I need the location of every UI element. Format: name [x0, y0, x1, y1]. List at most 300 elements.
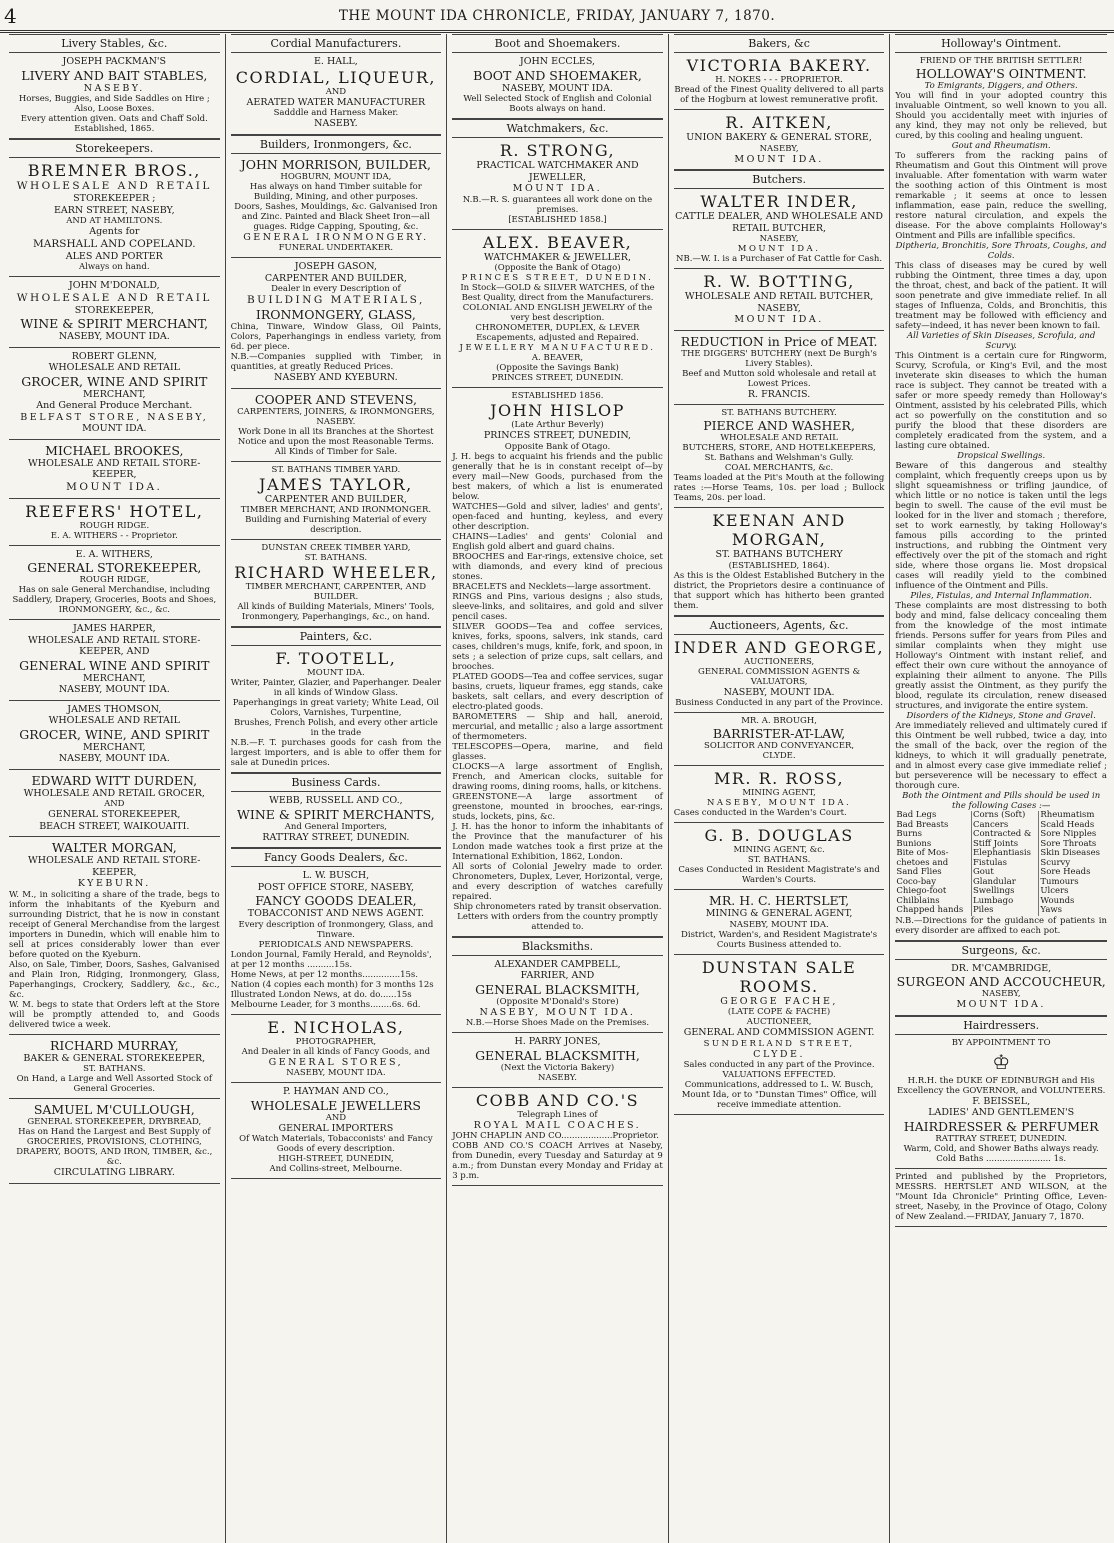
- ad-line: WHOLESALE JEWELLERS: [250, 1097, 421, 1113]
- ad-thomson: [9, 701, 220, 770]
- ad-line: EDWARD WITT DURDEN,: [31, 772, 198, 788]
- ad-line: MOUNT IDA.: [512, 183, 603, 194]
- ad-line: FARRIER, AND: [520, 970, 595, 981]
- list-item: Scurvy: [1040, 857, 1071, 868]
- ad-line: Bread of the Finest Quality delivered to all parts of the Hogburn at lowest remunerative profit.: [674, 85, 884, 105]
- ad-line: ROUGH RIDGE,: [79, 575, 150, 585]
- ad-line: MOUNT IDA.: [66, 480, 163, 493]
- ad-line: PRINCES STREET, DUNEDIN.: [461, 273, 654, 283]
- ad-line: Paperhangings in great variety; White Lead, Oil Colors, Varnishes, Turpentine,: [232, 698, 440, 718]
- ad-line: WHOLESALE AND RETAIL: [16, 180, 212, 192]
- ad-line: London Journal, Family Herald, and Reynolds', at per 12 months ..........15s.: [230, 949, 432, 970]
- ad-line: MOUNT IDA.: [734, 153, 824, 165]
- ad-line: Warm, Cold, and Shower Baths always ready.: [903, 1143, 1099, 1154]
- ad-line: W. M. begs to state that Orders left at the Store will be promptly attended to, and Goods delivered twice a week.: [9, 999, 220, 1030]
- list-item: Tumours: [1040, 876, 1079, 887]
- ad-line: ST. BATHANS BUTCHERY.: [721, 408, 837, 418]
- ad-line: F. TOOTELL,: [275, 649, 397, 668]
- section-heading: Watchmakers, &c.: [452, 119, 663, 138]
- ad-line: All Varieties of Skin Diseases, Scrofula, and Scurvy.: [907, 331, 1096, 351]
- ad-line: IRONMONGERY, GLASS,: [255, 307, 416, 322]
- section-heading: Boot and Shoemakers.: [452, 34, 663, 53]
- ad-line: R. STRONG,: [499, 141, 616, 160]
- ad-line: MICHAEL BROOKES,: [45, 442, 184, 458]
- ad-line: JOHN HISLOP: [490, 401, 625, 420]
- ad-line: STOREKEEPER ;: [73, 193, 156, 204]
- ad-line: KEEPER,: [92, 469, 137, 480]
- ad-line: To Emigrants, Diggers, and Others.: [924, 81, 1078, 91]
- ad-line: AERATED WATER MANUFACTURER: [246, 96, 426, 108]
- list-item: Lumbago: [972, 895, 1014, 906]
- ad-line: MOUNT IDA.: [737, 244, 821, 254]
- ad-line: Well Selected Stock of English and Colonial Boots always on hand.: [463, 94, 652, 114]
- ad-morrison: [231, 154, 442, 259]
- ad-line: E. HALL,: [314, 56, 358, 67]
- imprint: [895, 1169, 1107, 1227]
- ad-aitken: [674, 110, 885, 170]
- ad-line: Sales conducted in any part of the Province.: [683, 1060, 875, 1070]
- ad-line: Piles, Fistulas, and Internal Inflammation.: [910, 591, 1092, 601]
- list-item: Coco-bay: [896, 876, 937, 887]
- ad-line: Business Conducted in any part of the Province.: [675, 698, 883, 708]
- list-item: Yaws: [1040, 905, 1063, 915]
- royal-crest-icon: ♔: [992, 1049, 1011, 1074]
- ad-douglas: [674, 823, 885, 890]
- ad-line: BUTCHERS, STORE, AND HOTELKEEPERS,: [682, 443, 876, 453]
- section-heading: Blacksmiths.: [452, 937, 663, 956]
- ad-line: NASEBY, MOUNT IDA.: [706, 798, 852, 808]
- ad-line: P. HAYMAN AND CO.,: [282, 1086, 389, 1097]
- ad-line: BELFAST STORE, NASEBY,: [20, 411, 209, 423]
- ad-line: NB.—W. I. is a Purchaser of Fat Cattle for Cash.: [676, 254, 883, 264]
- ad-line: NASEBY,: [981, 989, 1021, 999]
- cases-table: [895, 811, 1107, 916]
- list-item: Piles: [972, 905, 994, 915]
- ad-line: COLONIAL AND ENGLISH JEWELRY of the very best description.: [462, 303, 653, 323]
- ad-cobb: [452, 1088, 663, 1187]
- ad-line: Cases Conducted in Resident Magistrate's and Warden's Courts.: [678, 865, 880, 885]
- ad-line: EARN STREET, NASEBY,: [53, 204, 175, 216]
- section-heading: Painters, &c.: [231, 627, 442, 646]
- ad-line: (Next the Victoria Bakery): [500, 1062, 615, 1073]
- section-heading: Butchers.: [674, 170, 885, 189]
- ad-line: As this is the Oldest Established Butchery in the district, the Proprietors desire a continuance of that support which has hitherto been granted them.: [673, 570, 885, 611]
- list-item: Sand Flies: [896, 867, 942, 877]
- ad-line: BY APPOINTMENT TO: [951, 1037, 1051, 1048]
- ad-webb: [231, 792, 442, 848]
- ad-line: ESTABLISHED 1856.: [511, 391, 604, 401]
- ad-line: MR. A. BROUGH,: [741, 716, 817, 726]
- ad-line: AUCTIONEER,: [746, 1017, 812, 1027]
- ad-campbell: [452, 956, 663, 1034]
- ad-line: KEEPER,: [92, 866, 137, 878]
- ad-line: N.B.—Horse Shoes Made on the Premises.: [465, 1018, 650, 1028]
- ad-line: TIMBER MERCHANT, AND IRONMONGER.: [240, 505, 432, 515]
- ad-line: NASEBY, MOUNT IDA.: [286, 1068, 386, 1078]
- ad-line: N.B.—R. S. guarantees all work done on the premises.: [462, 194, 653, 215]
- ad-line: CLOCKS—A large assortment of English, French, and American clocks, suitable for drawing rooms, dining rooms, halls, or kitchens.: [452, 761, 663, 792]
- ad-line: BOOT AND SHOEMAKER,: [473, 67, 642, 83]
- ad-line: MINING AGENT,: [742, 788, 816, 798]
- ad-line: N.B.—Directions for the guidance of patients in every disorder are affixed to each pot.: [895, 915, 1107, 936]
- ad-line: This Ointment is a certain cure for Ringworm, Scurvy, Scrofula, or King's Evil, and the most inveterate skin diseases to which the human race is subject. They cannot be treated with a safer or more speedy remedy than Holloway's Ointment, assisted by his celebrated Pills, which act so powerfully on the constitution and so purify the blood that these disorders are completely eradicated from the system, and a lasting cure obtained.: [895, 351, 1107, 451]
- ad-line: JOSEPH PACKMAN'S: [62, 56, 167, 67]
- ad-cooper: [231, 389, 442, 462]
- ad-line: R. AITKEN,: [725, 113, 833, 132]
- ad-line: Opposite Bank of Otago.: [504, 441, 611, 452]
- ad-line: Also, on Sale, Timber, Doors, Sashes, Galvanised and Plain Iron, Ridging, Ironmongery, Glass, Paperhangings, Crockery, Saddlery, &c., &c., &c.: [9, 959, 220, 1000]
- section-heading: Holloway's Ointment.: [895, 34, 1107, 53]
- ad-hislop: [452, 388, 663, 937]
- ad-taylor: [231, 462, 442, 541]
- ad-line: G. B. DOUGLAS: [704, 826, 854, 845]
- page-number: 4: [4, 4, 17, 28]
- ad-line: MR. R. ROSS,: [714, 769, 845, 788]
- ad-line: REEFERS' HOTEL,: [25, 501, 204, 521]
- ad-line: Communications, addressed to L. W. Busch, Mount Ida, or to "Dunstan Times" Office, will receive immediate attention.: [681, 1080, 877, 1110]
- ad-line: ROUGH RIDGE.: [79, 520, 150, 531]
- ad-line: GENERAL STORES,: [268, 1056, 404, 1068]
- ad-line: GENERAL COMMISSION AGENTS & VALUATORS,: [698, 666, 861, 687]
- column-4: [669, 34, 891, 1543]
- ad-line: These complaints are most distressing to both body and mind, false delicacy concealing them from the knowledge of the most intimate friends. Persons suffer for years from Piles and similar complaints when they might use Holloway's Ointment with instant relief, and effect their own cure without the annoyance of explaining their ailment to anyone. The Pills greatly assist the Ointment, as they purify the blood, regulate its circulation, renew diseased structures, and invigorate the entire system.: [895, 601, 1107, 711]
- ad-line: PRACTICAL WATCHMAKER AND JEWELLER,: [476, 160, 639, 183]
- ad-inder-george: [674, 635, 885, 714]
- ad-line: CATTLE DEALER, AND WHOLESALE AND RETAIL BUTCHER,: [675, 211, 884, 234]
- ad-line: JOSEPH GASON,: [294, 261, 377, 272]
- ad-line: (Opposite M'Donald's Store): [496, 996, 619, 1007]
- ad-line: China, Tinware, Window Glass, Oil Paints, Colors, Paperhangings in endless variety, from 6d. per piece.: [230, 322, 442, 352]
- ad-line: WHOLESALE AND RETAIL STORE-: [28, 855, 201, 866]
- ad-line: JOHN ECCLES,: [519, 56, 596, 67]
- ad-line: Melbourne Leader, for 3 months........6s. 6d.: [230, 999, 421, 1010]
- ad-line: JEWELLERY MANUFACTURED.: [459, 343, 656, 353]
- ad-line: NASEBY.: [83, 82, 145, 94]
- ad-eccles: [452, 53, 663, 119]
- ad-line: SUNDERLAND STREET,: [703, 1038, 855, 1049]
- list-item: Bite of Mos-: [896, 848, 949, 858]
- ad-line: RATTRAY STREET, DUNEDIN.: [262, 831, 410, 843]
- ad-line: MERCHANT,: [83, 672, 146, 684]
- ad-line: LADIES' AND GENTLEMEN'S: [928, 1107, 1075, 1118]
- ad-botting: [674, 269, 885, 331]
- ad-strong: [452, 138, 663, 230]
- list-item: Bunions: [896, 838, 932, 849]
- ad-line: BAROMETERS — Ship and hall, aneroid, mercurial, and metallic ; also a large assortment of thermometers.: [452, 711, 663, 742]
- ad-line: R. FRANCIS.: [747, 388, 811, 400]
- ad-hall: [231, 53, 442, 135]
- ad-line: CIRCULATING LIBRARY.: [53, 1167, 175, 1178]
- ad-pierce: [674, 405, 885, 508]
- ad-mccambridge: [895, 960, 1107, 1016]
- ad-line: NASEBY,: [759, 234, 799, 244]
- ad-line: THE DIGGERS' BUTCHERY (next De Burgh's Livery Stables).: [681, 348, 877, 369]
- column-1: [4, 34, 226, 1543]
- ad-line: RINGS and Pins, various designs ; also studs, sleeve-links, and solitaires, and gold and silver pencil cases.: [452, 591, 663, 622]
- ad-line: Beef and Mutton sold wholesale and retail at Lowest Prices.: [682, 368, 877, 389]
- ad-line: WATCHES—Gold and silver, ladies' and gents', open-faced and hunting, keyless, and every other description.: [452, 501, 663, 532]
- ad-wheeler: [231, 540, 442, 627]
- ad-line: This class of diseases may be cured by well rubbing the Ointment, three times a day, upon the throat, chest, and back of the patient. It will soon penetrate and give immediate relief. In all stages of Influenza, Colds, and Bronchitis, this treatment may be followed with efficiency and safety—indeed, it has never been known to fail.: [895, 261, 1107, 331]
- ad-line: NASEBY, MOUNT IDA.: [58, 331, 170, 342]
- ad-line: SOLICITOR AND CONVEYANCER,: [704, 741, 855, 751]
- column-2: [226, 34, 448, 1543]
- ad-line: E. A. WITHERS - - Proprietor.: [50, 530, 178, 541]
- ad-line: KEEPER, AND: [79, 646, 150, 657]
- ad-line: MOUNT IDA.: [956, 999, 1046, 1010]
- ad-line: HAIRDRESSER & PERFUMER: [903, 1118, 1099, 1134]
- ad-line: [ESTABLISHED 1858.]: [508, 214, 607, 225]
- ad-line: MERCHANT,: [83, 741, 146, 753]
- ad-line: KYEBURN.: [77, 878, 151, 889]
- ad-line: Brushes, French Polish, and every other article in the trade: [234, 718, 438, 738]
- ad-hertslet: [674, 890, 885, 955]
- ad-line: HIGH-STREET, DUNEDIN,: [278, 1154, 394, 1164]
- list-item: Chapped hands: [896, 905, 964, 915]
- ad-line: AND: [104, 799, 125, 809]
- ad-ross: [674, 766, 885, 823]
- ad-line: And General Produce Merchant.: [36, 400, 193, 411]
- list-item: Corns (Soft): [972, 810, 1026, 820]
- list-item: Stiff Joints: [972, 838, 1019, 849]
- ad-line: HOGBURN, MOUNT IDA,: [280, 171, 392, 182]
- ad-line: UNION BAKERY & GENERAL STORE,: [686, 132, 872, 143]
- ad-line: Disorders of the Kidneys, Stone and Gravel.: [906, 711, 1096, 721]
- ad-line: STOREKEEPER,: [74, 304, 154, 316]
- ad-line: In Stock—GOLD & SILVER WATCHES, of the Best Quality, direct from the Manufacturers.: [460, 283, 655, 303]
- section-heading: Builders, Ironmongers, &c.: [231, 135, 442, 154]
- list-item: Cancers: [972, 819, 1009, 830]
- ad-line: W. M., in soliciting a share of the trade, begs to inform the inhabitants of the Kyeburn and surrounding District, that he is now in constant receipt of General Merchandise from the largest importers in Dunedin, which will enable him to sell at prices considerably lower than ever before quoted on the Kyeburn.: [9, 889, 220, 960]
- ad-morgan: [9, 837, 220, 1035]
- ad-line: Diptheria, Bronchitis, Sore Throats, Coughs, and Colds.: [895, 241, 1107, 261]
- section-heading: Auctioneers, Agents, &c.: [674, 616, 885, 635]
- ad-line: MARSHALL AND COPELAND.: [33, 237, 196, 250]
- ad-line: Every description of Ironmongery, Glass, and Tinware.: [238, 919, 434, 940]
- ad-glenn: [9, 348, 220, 440]
- ad-brough: [674, 713, 885, 766]
- ad-line: (Opposite the Savings Bank): [496, 363, 619, 373]
- ad-nicholas: [231, 1015, 442, 1084]
- ad-line: HOLLOWAY'S OINTMENT.: [915, 66, 1087, 81]
- ad-line: Home News, at per 12 months..............15s.: [230, 969, 418, 980]
- ad-line: Teams loaded at the Pit's Mouth at the following rates :—Horse Teams, 10s. per load ; Bullock Teams, 20s. per load.: [673, 473, 885, 503]
- ad-durden: [9, 770, 220, 838]
- ad-line: Work Done in all its Branches at the Shortest Notice and upon the most Reasonable Terms.: [237, 426, 434, 447]
- ad-line: H.R.H. the DUKE OF EDINBURGH and His Excellency the GOVERNOR, and VOLUNTEERS.: [897, 1075, 1106, 1096]
- ad-line: Telegraph Lines of: [517, 1109, 598, 1120]
- ad-line: MOUNT IDA.: [82, 423, 147, 434]
- ad-line: MINING AGENT, &c.: [733, 845, 825, 855]
- ad-line: (LATE COPE & FACHE): [727, 1007, 831, 1017]
- ad-line: ALES AND PORTER: [65, 250, 163, 262]
- ad-line: Cases conducted in the Warden's Court.: [673, 808, 847, 818]
- list-item: Chiego-foot: [896, 886, 947, 896]
- column-3: [447, 34, 669, 1543]
- list-item: Swellings: [972, 886, 1015, 896]
- ad-line: DUNSTAN CREEK TIMBER YARD,: [261, 543, 411, 553]
- ad-line: BEACH STREET, WAIKOUAITI.: [39, 820, 190, 832]
- ad-line: CARPENTER AND BUILDER,: [264, 272, 407, 284]
- column-5: [890, 34, 1112, 1543]
- ad-line: PIERCE AND WASHER,: [703, 418, 855, 433]
- ad-line: NASEBY, MOUNT IDA.: [502, 82, 613, 94]
- section-heading: Livery Stables, &c.: [9, 34, 220, 53]
- section-heading: Cordial Manufacturers.: [231, 34, 442, 53]
- ad-line: Building and Furnishing Material of every description.: [245, 515, 427, 535]
- ad-line: WINE & SPIRIT MERCHANTS,: [237, 806, 435, 822]
- ad-hayman: [231, 1083, 442, 1179]
- ad-line: R. W. BOTTING,: [703, 272, 855, 291]
- ad-line: CARPENTER AND BUILDER,: [264, 493, 407, 505]
- ad-line: N.B.—Companies supplied with Timber, in quantities, at greatly Reduced Prices.: [230, 352, 442, 372]
- ad-victoria: [674, 53, 885, 110]
- list-item: Elephantiasis: [972, 848, 1031, 858]
- ad-beissel: [895, 1035, 1107, 1169]
- ad-line: St. Bathans and Welshman's Gully.: [704, 453, 854, 463]
- ad-line: DR. M'CAMBRIDGE,: [951, 962, 1052, 974]
- ad-line: COBB AND CO.'S: [475, 1090, 640, 1110]
- ad-jones: [452, 1033, 663, 1088]
- ad-packman: [9, 53, 220, 139]
- section-heading: Business Cards.: [231, 773, 442, 792]
- ad-line: WHOLESALE AND RETAIL STORE-: [28, 634, 201, 646]
- ad-line: Letters with orders from the country promptly attended to.: [457, 911, 658, 932]
- ad-line: Always on hand.: [79, 262, 150, 272]
- ad-line: GENERAL STOREKEEPER,: [27, 560, 202, 575]
- ad-line: ROBERT GLENN,: [71, 350, 157, 362]
- ad-line: CHAINS—Ladies' and gents' Colonial and English gold albert and guard chains.: [452, 531, 663, 552]
- ad-mccullough: [9, 1099, 220, 1184]
- columns: [4, 34, 1112, 1543]
- ad-line: CARPENTERS, JOINERS, & IRONMONGERS,: [237, 406, 435, 417]
- newspaper-title: THE MOUNT IDA CHRONICLE, FRIDAY, JANUARY 7, 1870.: [338, 8, 776, 24]
- ad-line: ST. BATHANS TIMBER YARD.: [271, 464, 401, 475]
- ad-line: PHOTOGRAPHER,: [295, 1036, 377, 1047]
- ad-line: NASEBY, MOUNT IDA.: [723, 686, 835, 698]
- list-item: Sore Heads: [1040, 867, 1091, 877]
- cases-column: [895, 811, 971, 916]
- cases-column: [971, 811, 1038, 916]
- ad-line: Gout and Rheumatism.: [951, 141, 1051, 151]
- ad-line: NASEBY, MOUNT IDA.: [58, 684, 170, 695]
- ad-line: SILVER GOODS—Tea and coffee services, knives, forks, spoons, salvers, ink stands, card cases, children's mugs, knife, fork, and spoon, in sets ; a selection of prize cups, salt cellars, and brooches.: [452, 621, 663, 672]
- ad-reduction: [674, 331, 885, 406]
- ad-line: LIVERY AND BAIT STABLES,: [21, 67, 208, 83]
- ad-line: Sadddle and Harness Maker.: [273, 108, 399, 118]
- ad-line: WHOLESALE AND RETAIL: [16, 291, 212, 304]
- ad-harper: [9, 620, 220, 701]
- ad-line: PRINCES STREET, DUNEDIN.: [491, 373, 624, 383]
- ad-line: Dealer in every Description of: [271, 284, 401, 294]
- ad-line: (Opposite the Bank of Otago): [494, 263, 621, 273]
- ad-line: Dropsical Swellings.: [957, 451, 1046, 461]
- list-item: Sore Throats: [1040, 838, 1097, 849]
- ad-line: NASEBY AND KYEBURN.: [274, 372, 398, 383]
- ad-mcdonald: [9, 277, 220, 348]
- section-heading: Surgeons, &c.: [895, 941, 1107, 960]
- ad-line: JOHN CHAPLIN AND CO...................Proprietor.: [452, 1131, 659, 1141]
- ad-line: CORDIAL, LIQUEUR,: [235, 67, 437, 87]
- ad-line: Horses, Buggies, and Side Saddles on Hire ; Also, Loose Boxes.: [18, 94, 210, 114]
- ad-line: All Kinds of Timber for Sale.: [274, 446, 398, 457]
- list-item: Glandular: [972, 876, 1016, 887]
- ad-line: H. NOKES - - - PROPRIETOR.: [715, 75, 843, 85]
- ad-line: E. A. WITHERS,: [75, 548, 153, 560]
- ad-line: And General Importers,: [284, 821, 388, 832]
- ad-line: ALEX. BEAVER,: [482, 232, 633, 252]
- ad-brookes: [9, 440, 220, 499]
- ad-line: WEBB, RUSSELL AND CO.,: [269, 795, 403, 806]
- imprint-text: Printed and published by the Proprietors, MESSRS. HERTSLET AND WILSON, at the "Mount Ida Chronicle" Printing Office, Leven-street, Naseby, in the Province of Otago, Colony of New Zealand.—FRIDAY, January 7, 1870.: [895, 1171, 1107, 1222]
- ad-line: Both the Ointment and Pills should be used in the following Cases :—: [902, 791, 1101, 811]
- ad-line: Illustrated London News, at do. do......15s: [230, 989, 412, 1000]
- ad-line: ST. BATHANS BUTCHERY: [715, 549, 843, 560]
- ad-line: N.B.—F. T. purchases goods for cash from the largest importers, and is able to offer them for sale at Dunedin prices.: [230, 738, 442, 768]
- ad-line: TIMBER MERCHANT, CARPENTER, AND BUILDER.: [245, 582, 427, 602]
- section-heading: Hairdressers.: [895, 1016, 1107, 1035]
- list-item: Fistulas: [972, 857, 1007, 868]
- ad-line: NASEBY.: [314, 118, 358, 129]
- ad-line: WHOLESALE AND RETAIL STORE-: [28, 457, 201, 469]
- ad-line: Nation (4 copies each month) for 3 months 12s: [230, 979, 434, 990]
- ad-line: JOHN MORRISON, BUILDER,: [240, 156, 432, 172]
- ad-line: J. H. has the honor to inform the inhabitants of the Province that the manufacturer of his London made watches took a first prize at the International Exhibition, 1862, London.: [452, 821, 663, 862]
- ad-line: GENERAL BLACKSMITH,: [475, 1047, 640, 1063]
- ad-beaver: [452, 230, 663, 389]
- ad-line: NASEBY, MOUNT IDA.: [729, 919, 829, 930]
- ad-line: Cold Baths ........................ 1s.: [936, 1153, 1067, 1164]
- table-row: [895, 811, 1107, 916]
- ad-line: And Collins-street, Melbourne.: [269, 1164, 403, 1174]
- ad-keenan: [674, 508, 885, 616]
- ad-dunstan: [674, 955, 885, 1116]
- ad-line: WHOLESALE AND RETAIL: [48, 362, 180, 373]
- ad-line: BUILDING MATERIALS,: [246, 294, 425, 306]
- ad-line: GENERAL BLACKSMITH,: [475, 981, 640, 997]
- ad-tootell: [231, 646, 442, 773]
- ad-line: CLYDE.: [753, 1048, 805, 1060]
- ad-line: FRIEND OF THE BRITISH SETTLER!: [919, 56, 1083, 66]
- list-item: Chilblains: [896, 895, 940, 906]
- ad-line: ST. BATHANS.: [747, 855, 811, 865]
- ad-line: E. NICHOLAS,: [267, 1017, 405, 1037]
- ad-line: Writer, Painter, Glazier, and Paperhanger. Dealer in all kinds of Window Glass.: [230, 678, 442, 698]
- ad-line: BREMNER BROS.,: [27, 161, 201, 180]
- ad-line: IRONMONGERY, &c., &c.: [58, 605, 171, 615]
- ad-line: Has always on hand Timber suitable for Building, Mining, and other purposes.: [249, 181, 422, 202]
- ad-line: Ship chronometers rated by transit observation.: [453, 901, 662, 912]
- ad-line: WHOLESALE AND RETAIL: [720, 433, 838, 443]
- masthead: [0, 0, 1114, 33]
- ad-line: GENERAL STOREKEEPER, DRYBREAD,: [27, 1117, 202, 1127]
- list-item: Rheumatism: [1040, 810, 1095, 820]
- ad-line: WHOLESALE AND RETAIL BUTCHER,: [684, 291, 874, 302]
- ad-inder: [674, 189, 885, 269]
- ad-line: WALTER MORGAN,: [51, 840, 177, 855]
- list-item: Bad Legs: [896, 810, 937, 820]
- ad-line: WATCHMAKER & JEWELLER,: [484, 251, 631, 263]
- ad-line: TELESCOPES—Opera, marine, and field glasses.: [452, 741, 663, 762]
- ad-line: PRINCES STREET, DUNEDIN,: [483, 430, 632, 441]
- ad-line: MOUNT IDA.: [734, 314, 824, 325]
- ad-line: CHRONOMETER, DUPLEX, & LEVER Escapements, adjusted and Repaired.: [475, 323, 640, 343]
- ad-line: AND: [325, 1112, 347, 1123]
- ad-line: NASEBY.: [316, 416, 356, 427]
- ad-line: BARRISTER-AT-LAW,: [712, 726, 846, 741]
- ad-line: On Hand, a Large and Well Assorted Stock of General Groceries.: [16, 1074, 213, 1094]
- ad-holloway: [895, 53, 1107, 941]
